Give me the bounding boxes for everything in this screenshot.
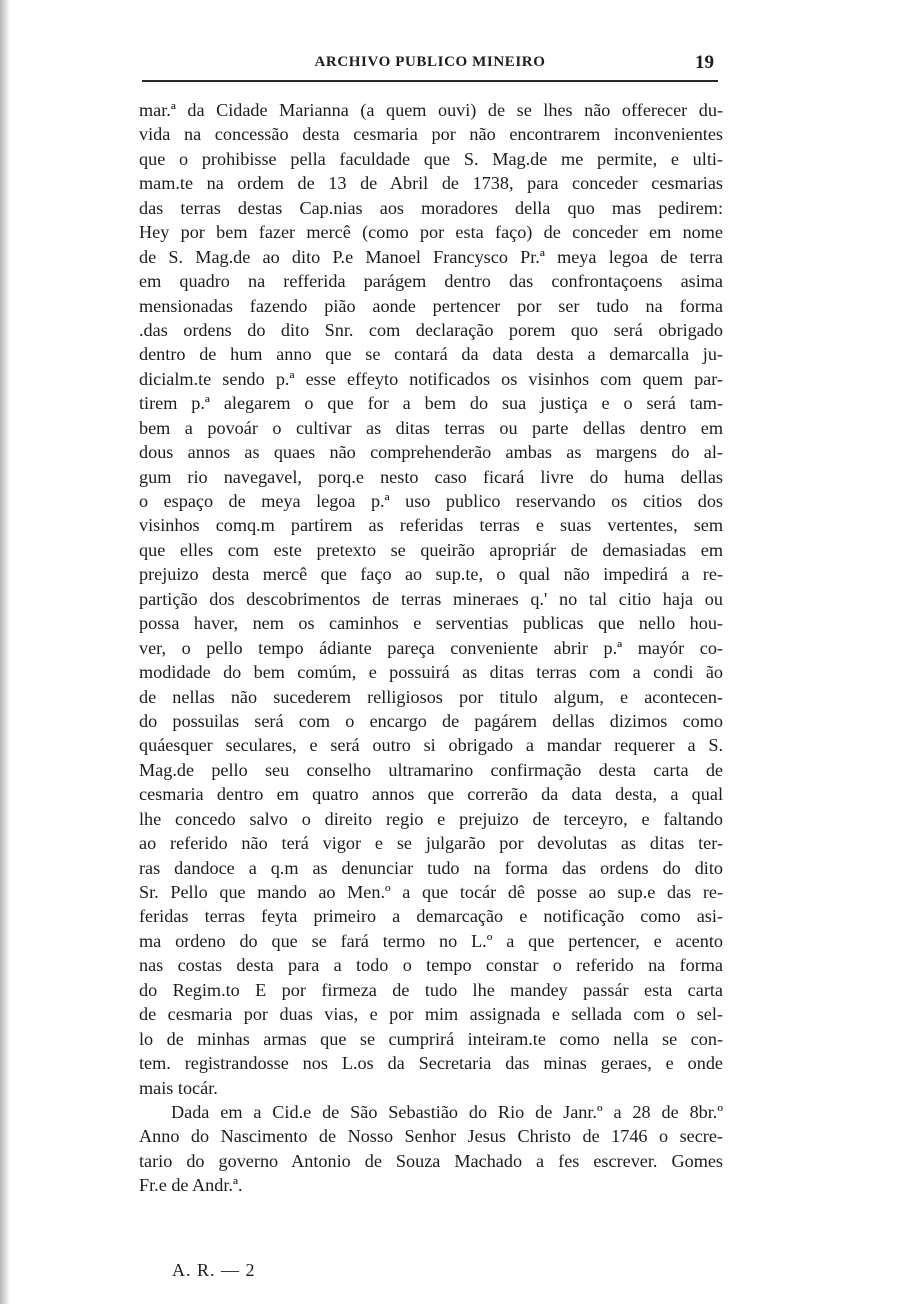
text-line: mar.ª da Cidade Marianna (a quem ouvi) de se lhes não offerecer du- — [139, 100, 723, 120]
text-line: partição dos descobrimentos de terras mineraes q.' no tal citio haja ou — [139, 588, 723, 609]
text-line: ao referido não terá vigor e se julgarão por devolutas as ditas ter- — [139, 833, 723, 854]
page-header — [142, 52, 718, 82]
text-line: feridas terras feyta primeiro a demarcação e notificação como asi- — [139, 906, 723, 927]
text-line: Mag.de pello seu conselho ultramarino confirmação desta carta de — [139, 759, 723, 780]
body-text — [139, 98, 723, 1198]
paragraph-main — [139, 98, 723, 1100]
text-line: Sr. Pello que mando ao Men.º a que tocár dê posse ao sup.e das re- — [139, 882, 723, 902]
text-line: Fr.e de Andr.ª. — [139, 1175, 243, 1196]
page-number: 19 — [695, 52, 714, 73]
text-line: que o prohibisse pella faculdade que S. Mag.de me permite, e ulti- — [139, 148, 723, 169]
text-line: Dada em a Cid.e de São Sebastião do Rio de Janr.º a 28 de 8br.º — [171, 1101, 723, 1122]
text-line: nas costas desta para a todo o tempo constar o referido na forma — [139, 955, 723, 976]
paragraph-closing — [139, 1100, 723, 1198]
text-line: que elles com este pretexto se queirão apropriár de demasiadas em — [139, 539, 723, 560]
text-line: possa haver, nem os caminhos e serventias publicas que nello hou- — [139, 613, 723, 634]
signature-mark: A. R. — 2 — [172, 1260, 256, 1280]
text-line: em quadro na refferida parágem dentro das confrontaçoens asima — [139, 271, 723, 292]
text-line: tario do governo Antonio de Souza Machado a fes escrever. Gomes — [139, 1150, 723, 1171]
text-line: dous annos as quaes não comprehenderão ambas as margens do al- — [139, 442, 723, 463]
text-line: Anno do Nascimento de Nosso Senhor Jesus Christo de 1746 o secre- — [139, 1126, 723, 1147]
text-line: bem a povoár o cultivar as ditas terras ou parte dellas dentro em — [139, 417, 723, 438]
text-line: do possuilas será com o encargo de pagárem dellas dizimos como — [139, 710, 723, 731]
text-line: mam.te na ordem de 13 de Abril de 1738, para conceder cesmarias — [139, 173, 723, 194]
text-line: vida na concessão desta cesmaria por não encontrarem inconvenientes — [139, 124, 723, 145]
text-line: ma ordeno do que se fará termo no L.º a que pertencer, e acento — [139, 930, 723, 951]
running-head: ARCHIVO PUBLICO MINEIRO — [314, 54, 546, 70]
text-line: das terras destas Cap.nias aos moradores della quo mas pedirem: — [139, 197, 723, 218]
text-line: dentro de hum anno que se contará da data desta a demarcalla ju- — [139, 344, 723, 365]
text-line: Hey por bem fazer mercê (como por esta faço) de conceder em nome — [139, 222, 723, 243]
text-line: de cesmaria por duas vias, e por mim assignada e sellada com o sel- — [139, 1004, 723, 1025]
text-line: gum rio navegavel, porq.e nesto caso ficará livre do huma dellas — [139, 466, 723, 487]
text-line: prejuizo desta mercê que faço ao sup.te, o qual não impedirá a re- — [139, 564, 723, 585]
text-line: cesmaria dentro em quatro annos que correrão da data desta, a qual — [139, 784, 723, 805]
text-line: mensionadas fazendo pião aonde pertencer por ser tudo na forma — [139, 295, 723, 316]
text-line: de nellas não sucederem relligiosos por titulo algum, e acontecen- — [139, 686, 723, 707]
text-line: dicialm.te sendo p.ª esse effeyto notificados os visinhos com quem par- — [139, 368, 723, 389]
scan-edge-shadow — [0, 0, 10, 1304]
text-line: do Regim.to E por firmeza de tudo lhe mandey passár esta carta — [139, 979, 723, 1000]
text-line: tem. registrandosse nos L.os da Secretaria das minas geraes, e onde — [139, 1053, 723, 1074]
text-line: ras dandoce a q.m as denunciar tudo na forma das ordens do dito — [139, 857, 723, 878]
text-line: tirem p.ª alegarem o que for a bem do sua justiça e o será tam- — [139, 393, 723, 414]
text-line: o espaço de meya legoa p.ª uso publico reservando os citios dos — [139, 491, 723, 511]
text-line: lo de minhas armas que se cumprirá inteiram.te como nella se con- — [139, 1028, 723, 1049]
text-line: lhe concedo salvo o direito regio e prejuizo de terceyro, e faltando — [139, 808, 723, 829]
text-line: visinhos comq.m partirem as referidas terras e suas vertentes, sem — [139, 515, 723, 536]
text-line: de S. Mag.de ao dito P.e Manoel Francysco Pr.ª meya legoa de terra — [139, 246, 723, 267]
text-line: quáesquer seculares, e será outro si obrigado a mandar requerer a S. — [139, 735, 723, 756]
text-line: mais tocár. — [139, 1077, 218, 1098]
text-line: .das ordens do dito Snr. com declaração porem quo será obrigado — [139, 319, 723, 340]
text-line: modidade do bem comúm, e possuirá as ditas terras com a condi ão — [139, 662, 723, 683]
text-line: ver, o pello tempo ádiante pareça conveniente abrir p.ª mayór co- — [139, 637, 723, 658]
